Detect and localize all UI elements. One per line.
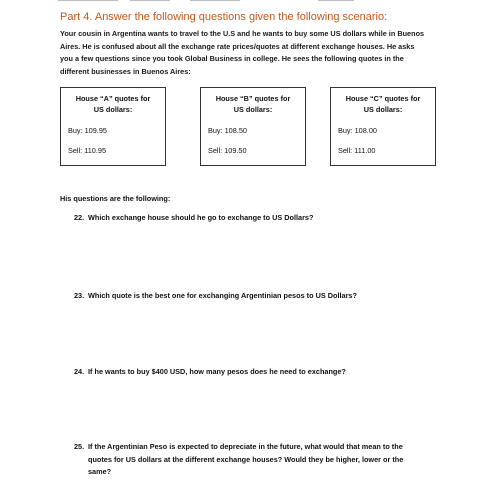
quote-box-house-a (60, 87, 166, 166)
sell-rate: Sell: 109.50 (208, 146, 247, 155)
questions-intro: His questions are the following: (60, 194, 171, 203)
quote-box-house-c (330, 87, 436, 166)
buy-rate: Buy: 108.50 (208, 126, 247, 135)
quote-box-title (201, 93, 305, 115)
question-number: 24. (74, 367, 85, 376)
section-heading: Part 4. Answer the following questions given the following scenario: (60, 11, 388, 23)
question-24 (74, 366, 444, 379)
buy-rate: Buy: 109.95 (68, 126, 107, 135)
quote-title-line: House “B” quotes for (215, 94, 291, 103)
question-text: If the Argentinian Peso is expected to depreciate in the future, what would that mean to the (88, 442, 403, 451)
question-number: 23. (74, 291, 85, 300)
scenario-line: different businesses in Buenos Aires: (60, 66, 191, 76)
quote-title-line: US dollars: (93, 105, 133, 114)
question-text: Which quote is the best one for exchanging Argentinian pesos to US Dollars? (88, 291, 357, 300)
question-25 (74, 441, 444, 479)
question-text: quotes for US dollars at the different exchange houses? Would they be higher, lower or the (88, 454, 404, 464)
scenario-paragraph (60, 28, 455, 78)
scenario-line: Your cousin in Argentina wants to travel to the U.S and he wants to buy some US dollars while in Buenos (60, 29, 425, 38)
quote-box-title (331, 93, 435, 115)
question-number: 25. (74, 442, 85, 451)
quote-title-line: US dollars: (233, 105, 273, 114)
quote-box-title (61, 93, 165, 115)
scenario-line: Aires. He is confused about all the exchange rate prices/quotes at different exchange houses. He asks (60, 41, 415, 51)
top-rule (0, 0, 497, 4)
question-number: 22. (74, 213, 85, 222)
sell-rate: Sell: 110.95 (68, 146, 106, 155)
question-text: If he wants to buy $400 USD, how many pesos does he need to exchange? (88, 367, 346, 376)
question-text: same? (88, 467, 112, 476)
question-23 (74, 290, 444, 303)
question-22 (74, 212, 444, 225)
quote-title-line: House “A” quotes for (75, 94, 151, 103)
buy-rate: Buy: 108.00 (338, 126, 377, 135)
quote-title-line: House “C” quotes for (345, 94, 421, 103)
question-text: Which exchange house should he go to exchange to US Dollars? (88, 213, 314, 222)
sell-rate: Sell: 111.00 (338, 146, 376, 155)
scenario-line: you a few questions since you took Global Business in college. He sees the following quotes in the (60, 54, 404, 64)
quote-title-line: US dollars: (363, 105, 403, 114)
quote-box-house-b (200, 87, 306, 166)
